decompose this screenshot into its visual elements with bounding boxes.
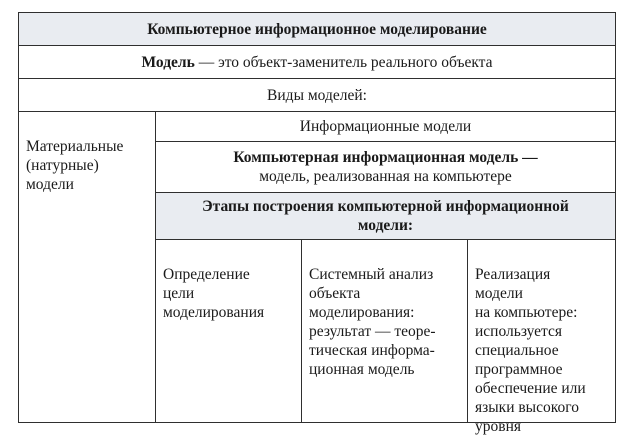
stage-text-2: Системный анализ объекта моделирования: результат — теоре- тическая информа- ционная модель xyxy=(309,266,436,378)
stage-cell-2 xyxy=(301,239,468,423)
info-models-cell xyxy=(155,111,616,142)
material-models: Материальные (натурные) модели xyxy=(26,138,124,193)
stage-text-3: Реализация модели на компьютере: используется специальное программное обеспечение или языки высокого уровня xyxy=(475,266,586,435)
stage-text-1: Определение цели моделирования xyxy=(163,266,265,321)
stages-header-cell xyxy=(155,192,616,240)
info-models: Информационные модели xyxy=(299,118,472,135)
stages-header: Этапы построения компьютерной информационной модели: xyxy=(202,198,569,234)
computer-model-text: модель, реализованная на компьютере xyxy=(259,168,512,185)
definition-cell xyxy=(18,45,616,79)
material-models-cell xyxy=(18,111,156,423)
title-cell xyxy=(18,12,616,46)
computer-model-cell xyxy=(155,141,616,193)
computer-model-term: Компьютерная информационная модель — xyxy=(233,149,538,166)
stage-cell-3 xyxy=(467,239,616,435)
kinds-header-cell xyxy=(18,78,616,112)
kinds-header: Виды моделей: xyxy=(267,86,367,104)
definition-term: Модель xyxy=(141,53,195,71)
definition-text: — это объект-заменитель реального объекта xyxy=(194,53,493,71)
stage-cell-1 xyxy=(155,239,302,423)
title: Компьютерное информационное моделирование xyxy=(147,20,487,38)
